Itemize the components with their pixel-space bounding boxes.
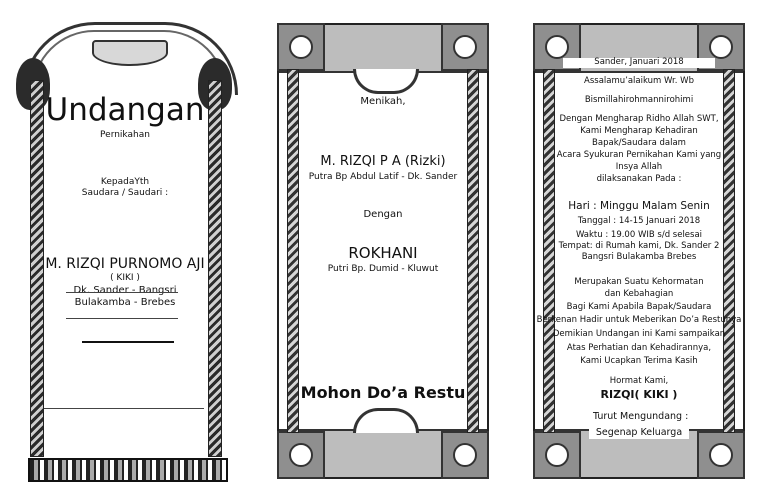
groom-name: M. RIZQI P A (Rizki) <box>320 154 446 169</box>
co-invite-family: Segenap Keluarga <box>589 428 689 439</box>
invitation-title: Undangan <box>45 92 205 128</box>
corner-ornament-bl <box>277 431 325 479</box>
invitation-details-panel <box>533 0 745 501</box>
body-line: Bapak/Saudara dalam <box>592 138 686 148</box>
divider-line-bold <box>82 341 174 343</box>
invitation-subtitle: Pernikahan <box>100 130 150 140</box>
body-line: Dengan Mengharap Ridho Allah SWT, <box>559 114 719 124</box>
body-line: Demikian Undangan ini Kami sampaikan <box>552 329 726 339</box>
body-line: Acara Syukuran Pernikahan Kami yang <box>556 150 722 160</box>
body-line: dan Kebahagian <box>604 289 674 299</box>
corner-ornament-tr <box>441 23 489 71</box>
recipient-label-2: Saudara / Saudari : <box>81 188 169 198</box>
body-line: Berkenan Hadir untuk Meberikan Do’a Restunya <box>536 315 742 325</box>
greeting: Assalamu’alaikum Wr. Wb <box>584 76 694 86</box>
event-place: Tempat: di Rumah kami, Dk. Sander 2 <box>558 241 720 251</box>
basmalah: Bismillahirohmannirohimi <box>584 95 694 105</box>
event-day: Hari : Minggu Malam Senin <box>568 200 710 212</box>
body-line: Kami Mengharap Kehadiran <box>580 126 698 136</box>
body-line: Merupakan Suatu Kehormatan <box>574 277 704 287</box>
event-time: Waktu : 19.00 WIB s/d selesai <box>575 230 703 240</box>
with-text: Dengan <box>363 209 403 220</box>
blessing-request: Mohon Do’a Restu <box>300 383 466 402</box>
recipient-label: KepadaYth <box>100 177 150 187</box>
guest-name: M. RIZQI PURNOMO AJI <box>45 256 205 272</box>
ribbon-ornament <box>92 40 168 66</box>
host-name: RIZQI( KIKI ) <box>600 388 678 401</box>
divider-line <box>66 318 178 319</box>
body-line: Atas Perhatian dan Kehadirannya, <box>566 343 712 353</box>
invitation-cover-panel <box>0 0 250 501</box>
bottom-scroll-ornament <box>353 408 419 433</box>
body-line: Bagi Kami Apabila Bapak/Saudara <box>566 302 712 312</box>
strike-line <box>66 292 178 293</box>
groom-parent: Putra Bp Abdul Latif - Dk. Sander <box>308 172 458 182</box>
corner-ornament-bl <box>533 431 581 479</box>
body-line: Insya Allah <box>615 162 663 172</box>
divider-line-bottom <box>44 408 204 409</box>
bride-parent: Putri Bp. Dumid - Kluwut <box>327 264 439 274</box>
co-invite-label: Turut Mengundang : <box>593 411 689 422</box>
regards: Hormat Kami, <box>609 376 669 386</box>
body-line: Kami Ucapkan Terima Kasih <box>580 356 698 366</box>
guest-address-2: Bulakamba - Brebes <box>74 297 176 308</box>
event-date: Tanggal : 14-15 Januari 2018 <box>577 216 701 226</box>
event-place-2: Bangsri Bulakamba Brebes <box>581 252 697 262</box>
intro-text: Menikah, <box>360 96 406 107</box>
bride-name: ROKHANI <box>348 244 418 262</box>
corner-ornament-br <box>441 431 489 479</box>
guest-address-1: Dk. Sander - Bangsri <box>73 285 177 296</box>
guest-nickname: ( KIKI ) <box>110 273 140 283</box>
top-scroll-ornament <box>353 69 419 94</box>
body-line: dilaksanakan Pada : <box>596 174 682 184</box>
corner-ornament-tl <box>277 23 325 71</box>
decorative-base <box>28 458 228 482</box>
corner-ornament-br <box>697 431 745 479</box>
invitation-couple-panel <box>277 0 489 501</box>
date-place: Sander, Januari 2018 <box>563 58 715 68</box>
